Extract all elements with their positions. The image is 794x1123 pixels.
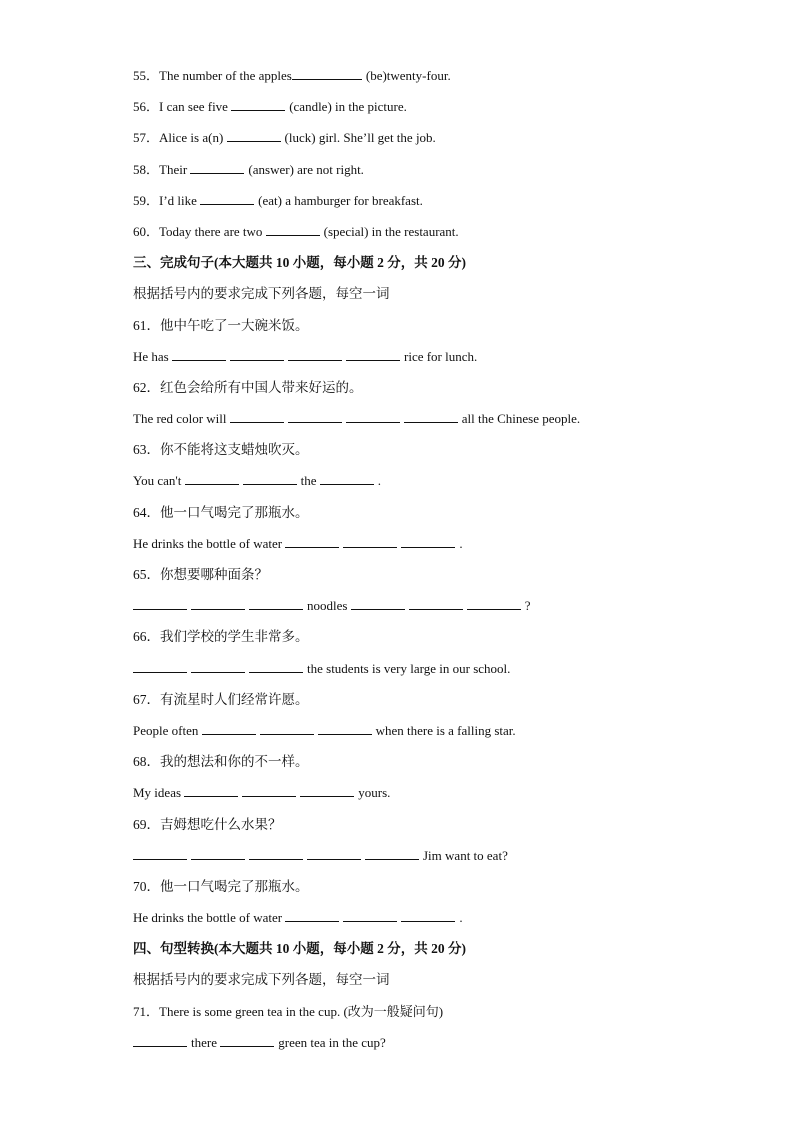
answer-blank[interactable] <box>343 533 397 548</box>
sentence-text: all the Chinese people. <box>461 411 581 427</box>
sentence-text: The red color will <box>133 411 227 427</box>
section-3-title: 三、完成句子(本大题共 10 小题，每小题 2 分，共 20 分) <box>133 255 466 271</box>
answer-blank[interactable] <box>230 408 284 423</box>
answer-blank[interactable] <box>230 346 284 361</box>
sentence-62-chinese: 62．红色会给所有中国人带来好运的。 <box>133 379 363 395</box>
question-58 <box>133 158 733 189</box>
answer-blank[interactable] <box>200 190 254 205</box>
answer-blank[interactable] <box>404 408 458 423</box>
question-text-before: Today there are two <box>159 223 263 239</box>
sentence-text: My ideas <box>133 785 182 801</box>
question-number: 56． <box>133 99 160 115</box>
answer-blank[interactable] <box>190 159 244 174</box>
answer-blank[interactable] <box>133 1032 187 1047</box>
sentence-65-english <box>133 594 733 625</box>
sentence-69-english <box>133 844 733 875</box>
answer-blank[interactable] <box>172 346 226 361</box>
sentence-66-english <box>133 657 733 688</box>
question-text-after: (luck) girl. She’ll get the job. <box>284 130 436 146</box>
question-60 <box>133 220 733 251</box>
sentence-68-chinese: 68．我的想法和你的不一样。 <box>133 754 309 770</box>
sentence-62-english <box>133 407 733 438</box>
answer-blank[interactable] <box>288 346 342 361</box>
answer-blank[interactable] <box>133 845 187 860</box>
question-text-before: The number of the apples <box>159 68 292 83</box>
question-59 <box>133 189 733 220</box>
sentence-text: the students is very large in our school. <box>307 660 511 676</box>
answer-blank[interactable] <box>191 658 245 673</box>
sentence-text: there <box>191 1034 217 1050</box>
sentence-64-english <box>133 532 733 563</box>
answer-blank[interactable] <box>191 595 245 610</box>
sentence-65-chinese: 65．你想要哪种面条？ <box>133 567 268 582</box>
answer-blank[interactable] <box>249 658 303 673</box>
sentence-61-english <box>133 345 733 376</box>
sentence-68-english <box>133 781 733 812</box>
section-4-title: 四、句型转换(本大题共 10 小题，每小题 2 分，共 20 分) <box>133 941 466 957</box>
sentence-text: You can't <box>133 473 182 489</box>
sentence-67-english <box>133 719 733 750</box>
question-56 <box>133 95 733 126</box>
sentence-text: the <box>300 473 317 489</box>
answer-blank[interactable] <box>220 1032 274 1047</box>
answer-blank[interactable] <box>260 720 314 735</box>
answer-blank[interactable] <box>401 907 455 922</box>
sentence-text: noodles <box>307 598 348 614</box>
question-text-before: Alice is a(n) <box>159 130 224 146</box>
sentence-text: yours. <box>358 785 391 801</box>
worksheet-page <box>133 64 733 1062</box>
sentence-text: He has <box>133 348 169 364</box>
answer-blank[interactable] <box>266 221 320 236</box>
question-text-after: (eat) a hamburger for breakfast. <box>258 192 423 208</box>
answer-blank[interactable] <box>133 658 187 673</box>
sentence-70-english <box>133 906 733 937</box>
answer-blank[interactable] <box>242 782 296 797</box>
question-text-before: I’d like <box>159 192 197 208</box>
answer-blank[interactable] <box>288 408 342 423</box>
sentence-text: He drinks the bottle of water <box>133 535 283 551</box>
answer-blank[interactable] <box>243 470 297 485</box>
sentence-text: People often <box>133 722 199 738</box>
question-text-after: (answer) are not right. <box>248 161 364 177</box>
question-57 <box>133 126 733 157</box>
sentence-63-chinese: 63．你不能将这支蜡烛吹灭。 <box>133 442 309 458</box>
sentence-66-chinese: 66．我们学校的学生非常多。 <box>133 629 309 645</box>
sentence-text: . <box>377 473 381 489</box>
question-number: 57． <box>133 130 160 146</box>
question-text-after: (be)twenty-four. <box>365 68 451 83</box>
sentence-text: He drinks the bottle of water <box>133 910 283 926</box>
answer-blank[interactable] <box>409 595 463 610</box>
question-text-before: Their <box>159 161 188 177</box>
answer-blank[interactable] <box>401 533 455 548</box>
answer-blank[interactable] <box>285 533 339 548</box>
section-4-instruction: 根据括号内的要求完成下列各题，每空一词 <box>133 972 390 988</box>
sentence-text: when there is a falling star. <box>375 722 516 738</box>
section-3-instruction: 根据括号内的要求完成下列各题，每空一词 <box>133 286 390 302</box>
answer-blank[interactable] <box>346 408 400 423</box>
answer-blank[interactable] <box>249 845 303 860</box>
sentence-67-chinese: 67．有流星时人们经常许愿。 <box>133 691 309 707</box>
sentence-text: Jim want to eat? <box>423 847 508 863</box>
answer-blank[interactable] <box>202 720 256 735</box>
sentence-text: rice for lunch. <box>404 348 478 364</box>
answer-blank[interactable] <box>300 782 354 797</box>
answer-blank[interactable] <box>231 96 285 111</box>
answer-blank[interactable] <box>249 595 303 610</box>
question-number: 60． <box>133 223 160 239</box>
answer-blank[interactable] <box>467 595 521 610</box>
question-text-after: (candle) in the picture. <box>289 99 407 115</box>
sentence-text: . <box>459 535 463 551</box>
answer-blank[interactable] <box>307 845 361 860</box>
sentence-text: . <box>459 910 463 926</box>
sentence-69-chinese: 69．吉姆想吃什么水果？ <box>133 816 282 832</box>
question-number: 58． <box>133 161 160 177</box>
sentence-70-chinese: 70．他一口气喝完了那瓶水。 <box>133 878 309 894</box>
question-71: 71．There is some green tea in the cup. (改为一般疑问句) <box>133 1003 444 1019</box>
answer-blank[interactable] <box>318 720 372 735</box>
sentence-63-english <box>133 469 733 500</box>
answer-blank[interactable] <box>365 845 419 860</box>
answer-blank[interactable] <box>133 595 187 610</box>
question-55 <box>133 64 733 95</box>
question-number: 59． <box>133 192 160 208</box>
answer-blank[interactable] <box>346 346 400 361</box>
question-text-before: I can see five <box>159 99 228 115</box>
answer-blank[interactable] <box>285 907 339 922</box>
sentence-text: green tea in the cup? <box>278 1034 386 1050</box>
question-71-answer <box>133 1031 733 1062</box>
question-text-after: (special) in the restaurant. <box>323 223 459 239</box>
answer-blank[interactable] <box>292 65 362 80</box>
answer-blank[interactable] <box>191 845 245 860</box>
sentence-64-chinese: 64．他一口气喝完了那瓶水。 <box>133 504 309 520</box>
question-number: 55． <box>133 68 160 83</box>
answer-blank[interactable] <box>320 470 374 485</box>
answer-blank[interactable] <box>185 470 239 485</box>
sentence-61-chinese: 61．他中午吃了一大碗米饭。 <box>133 317 309 333</box>
answer-blank[interactable] <box>343 907 397 922</box>
sentence-text: ? <box>524 598 531 614</box>
answer-blank[interactable] <box>184 782 238 797</box>
answer-blank[interactable] <box>351 595 405 610</box>
answer-blank[interactable] <box>227 127 281 142</box>
